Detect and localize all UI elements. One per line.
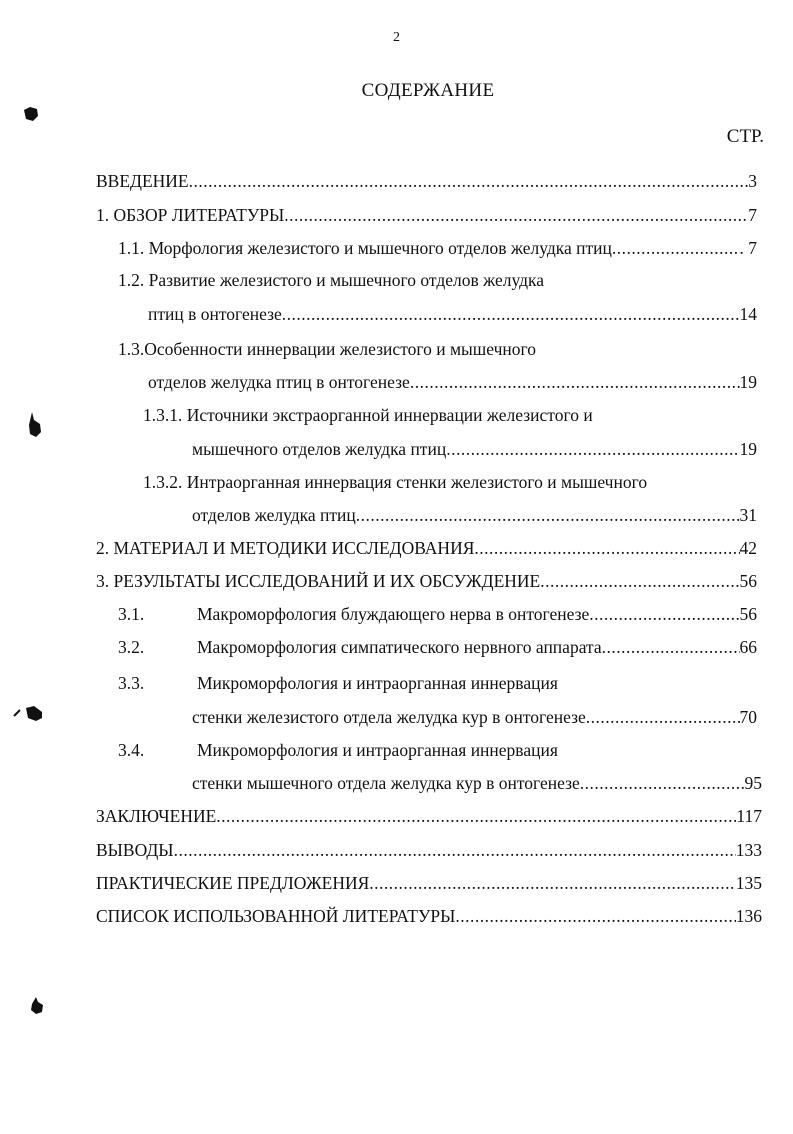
toc-entry-section-1-2-line-1	[118, 268, 544, 292]
toc-entry-text: ЗАКЛЮЧЕНИЕ	[96, 806, 217, 826]
toc-leader-dots	[580, 771, 745, 795]
scan-mark-lower-shape	[26, 706, 42, 721]
toc-entry-text: стенки мышечного отдела желудка кур в онтогенезе	[192, 773, 580, 793]
toc-page-number: 56	[739, 604, 757, 624]
toc-entry-text: отделов желудка птиц	[192, 505, 356, 525]
toc-entry-text: СПИСОК ИСПОЛЬЗОВАННОЙ ЛИТЕРАТУРЫ	[96, 906, 456, 926]
toc-page-number: 117	[736, 806, 762, 826]
toc-leader-dots	[282, 302, 740, 326]
toc-leader-dots	[356, 503, 740, 527]
toc-entry-text: Макроморфология блуждающего нерва в онтогенезе	[197, 604, 590, 624]
toc-entry-references	[96, 904, 762, 928]
toc-leader-dots	[446, 437, 739, 461]
toc-entry-text: Микроморфология и интраорганная иннервация	[197, 740, 558, 760]
scan-mark-middle	[26, 410, 44, 440]
toc-entry-section-3-4-line-1	[118, 738, 558, 762]
toc-leader-dots	[602, 635, 740, 659]
toc-page-number: 19	[739, 439, 757, 459]
toc-page-number: 95	[744, 773, 762, 793]
toc-entry-text: 1.3.1. Источники экстраорганной иннервации железистого и	[143, 405, 593, 425]
page-number: 2	[393, 30, 400, 45]
toc-leader-dots	[589, 602, 739, 626]
page-column-label: СТР.	[726, 126, 764, 147]
toc-leader-dots	[474, 536, 739, 560]
toc-entry-section-1-3-1-line-2	[192, 437, 757, 461]
toc-entry-section-1-3-line-1	[118, 337, 536, 361]
toc-entry-text: мышечного отделов желудка птиц	[192, 439, 447, 459]
toc-entry-section-1-3-1-line-1	[143, 403, 593, 427]
toc-page-number: 136	[735, 906, 762, 926]
toc-entry-chapter-2	[96, 536, 757, 560]
toc-entry-section-3-3-line-2	[192, 705, 757, 729]
toc-entry-chapter-3	[96, 569, 757, 593]
toc-entry-section-1-3-2-line-1	[143, 470, 647, 494]
toc-entry-practical	[96, 871, 762, 895]
toc-entry-text: 2. МАТЕРИАЛ И МЕТОДИКИ ИССЛЕДОВАНИЯ	[96, 538, 475, 558]
toc-page-number: 70	[739, 707, 757, 727]
toc-entry-chapter-1	[96, 203, 757, 227]
toc-entry-text: ВЫВОДЫ	[96, 840, 174, 860]
toc-page-number: 31	[739, 505, 757, 525]
toc-entry-text: 1.3.2. Интраорганная иннервация стенки железистого и мышечного	[143, 472, 648, 492]
toc-page-number: . 7	[739, 238, 757, 258]
toc-entry-section-3-3-line-1	[118, 671, 558, 695]
toc-entry-conclusion	[96, 804, 762, 828]
toc-entry-text: Микроморфология и интраорганная иннервация	[197, 673, 558, 693]
toc-entry-section-1-1	[118, 236, 757, 260]
toc-entry-section-3-4-line-2	[192, 771, 762, 795]
scan-mark-middle-shape	[29, 412, 41, 437]
toc-entry-section-1-2-line-2	[148, 302, 757, 326]
toc-leader-dots	[284, 203, 748, 227]
toc-entry-section-1-3-line-2	[148, 370, 757, 394]
toc-entry-section-1-3-2-line-2	[192, 503, 757, 527]
scan-mark-top	[21, 104, 41, 124]
toc-entry-text: 1.1. Морфология железистого и мышечного отделов желудка птиц	[118, 238, 612, 258]
toc-entry-intro	[96, 169, 757, 193]
page-title: СОДЕРЖАНИЕ	[361, 80, 495, 101]
toc-leader-dots	[455, 904, 735, 928]
toc-leader-dots	[189, 169, 749, 193]
toc-entry-text: 3. РЕЗУЛЬТАТЫ ИССЛЕДОВАНИЙ И ИХ ОБСУЖДЕНИЕ	[96, 571, 541, 591]
toc-entry-findings	[96, 838, 762, 862]
toc-page-number: 133	[735, 840, 762, 860]
toc-page-number: 3	[748, 171, 757, 191]
toc-entry-number: 3.2.	[118, 637, 145, 657]
toc-entry-number: 3.4.	[118, 740, 145, 760]
toc-entry-text: отделов желудка птиц в онтогенезе	[148, 372, 410, 392]
scan-mark-bottom-shape	[31, 997, 43, 1014]
toc-leader-dots	[612, 236, 740, 260]
toc-entry-text: 1. ОБЗОР ЛИТЕРАТУРЫ	[96, 205, 285, 225]
toc-entry-text: 1.2. Развитие железистого и мышечного отделов желудка	[118, 270, 545, 290]
toc-page-number: 135	[735, 873, 762, 893]
toc-page-number: 14	[739, 304, 757, 324]
scan-mark-lower-hook	[14, 710, 20, 716]
toc-leader-dots	[369, 871, 735, 895]
toc-entry-number: 3.1.	[118, 604, 145, 624]
toc-leader-dots	[410, 370, 740, 394]
toc-page-number: 42	[739, 538, 757, 558]
toc-leader-dots	[586, 705, 740, 729]
toc-entry-text: ПРАКТИЧЕСКИЕ ПРЕДЛОЖЕНИЯ	[96, 873, 370, 893]
toc-entry-section-3-1	[118, 602, 757, 626]
toc-leader-dots	[540, 569, 739, 593]
scan-mark-lower	[12, 704, 46, 724]
toc-page-number: 19	[739, 372, 757, 392]
toc-page-number: 56	[739, 571, 757, 591]
toc-leader-dots	[174, 838, 736, 862]
toc-entry-text: Макроморфология симпатического нервного аппарата	[197, 637, 602, 657]
toc-entry-text: ВВЕДЕНИЕ	[96, 171, 189, 191]
toc-leader-dots	[216, 804, 736, 828]
toc-entry-text: птиц в онтогенезе	[148, 304, 282, 324]
toc-entry-text: стенки железистого отдела желудка кур в онтогенезе	[192, 707, 586, 727]
toc-entry-number: 3.3.	[118, 673, 145, 693]
toc-page-number: 66	[739, 637, 757, 657]
toc-page-number: 7	[748, 205, 757, 225]
toc-entry-section-3-2	[118, 635, 757, 659]
scan-mark-top-shape	[24, 107, 38, 121]
scan-mark-bottom	[28, 996, 46, 1016]
toc-entry-text: 1.3.Особенности иннервации железистого и мышечного	[118, 339, 537, 359]
